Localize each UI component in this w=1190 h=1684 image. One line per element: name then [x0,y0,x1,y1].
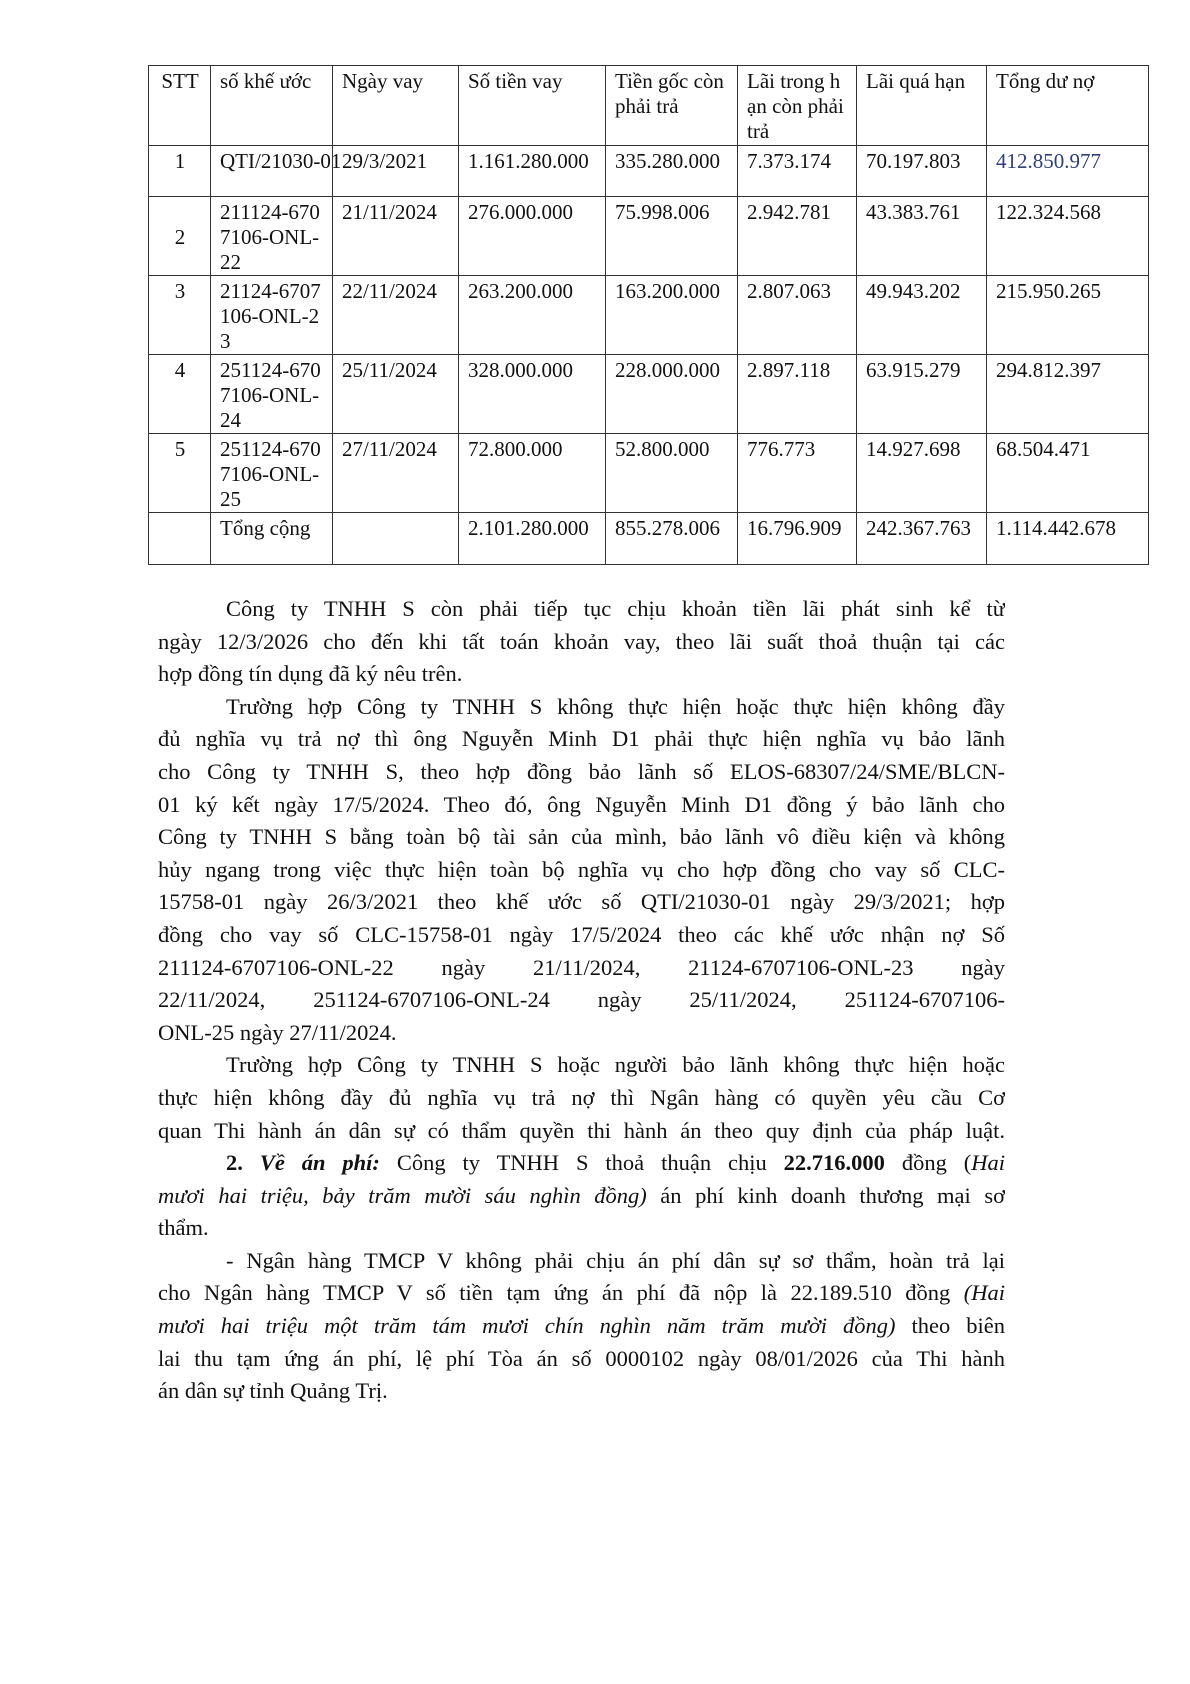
text-segment: thực hiện không đầy đủ nghĩa vụ trả nợ thì Ngân hàng có quyền yêu cầu Cơ [158,1084,1005,1110]
table-header-row [149,66,1149,146]
table-cell: QTI/21030-01 [211,146,333,197]
table-cell: 70.197.803 [857,146,987,197]
table-row [149,434,1149,513]
text-segment: Công ty TNHH S còn phải tiếp tục chịu khoản tiền lãi phát sinh kể từ [226,596,1005,621]
table-cell: 75.998.006 [606,197,738,276]
table-cell: 4 [149,355,211,434]
text-segment: lai thu tạm ứng án phí, lệ phí Tòa án số 0000102 ngày 08/01/2026 của Thi hành [158,1345,1005,1371]
text-line [158,984,1005,1017]
table-cell: 43.383.761 [857,197,987,276]
table-cell [333,513,459,565]
loan-table [148,65,1149,565]
table-cell: 211124-6707106-ONL-22 [211,197,333,276]
table-cell: 3 [149,276,211,355]
text-segment: ngày 12/3/2026 cho đến khi tất toán khoản vay, theo lãi suất thoả thuận tại các [158,628,1005,654]
text-segment: 22/11/2024, 251124-6707106-ONL-24 ngày 25/11/2024, 251124-6707106- [158,987,1005,1013]
table-cell: 49.943.202 [857,276,987,355]
table-row [149,197,1149,276]
table-cell: 215.950.265 [987,276,1149,355]
emphasized-text: Hai [971,1150,1005,1176]
text-segment: - Ngân hàng TMCP V không phải chịu án phí dân sự sơ thẩm, hoàn trả lại [226,1247,1005,1273]
text-segment: Công ty TNHH S thoả thuận chịu [379,1150,784,1176]
table-cell: 776.773 [738,434,857,513]
table-cell: 72.800.000 [459,434,606,513]
text-line [158,919,1005,952]
column-header: Số tiền vay [459,66,606,146]
text-segment: Trường hợp Công ty TNHH S hoặc người bảo lãnh không thực hiện hoặc [226,1052,1005,1078]
table-cell: 21124-6707106-ONL-23 [211,276,333,355]
text-line [158,789,1005,822]
text-line [158,952,1005,985]
text-segment: hợp đồng tín dụng đã ký nêu trên. [158,661,463,687]
text-segment: đồng cho vay số CLC-15758-01 ngày 17/5/2024 theo các khế ước nhận nợ Số [158,921,1005,947]
text-line [158,1082,1005,1115]
table-row [149,355,1149,434]
table-cell: 412.850.977 [987,146,1149,197]
table-cell: 263.200.000 [459,276,606,355]
text-line [158,1049,1005,1082]
text-segment: cho Ngân hàng TMCP V số tiền tạm ứng án phí đã nộp là 22.189.510 đồng [158,1280,964,1306]
column-header: số khế ước [211,66,333,146]
emphasized-text: mươi hai triệu, bảy trăm mười sáu nghìn đồng) [158,1182,647,1208]
table-cell: 251124-6707106-ONL-24 [211,355,333,434]
table-cell: 5 [149,434,211,513]
text-line [158,854,1005,887]
table-cell: 63.915.279 [857,355,987,434]
table-cell: 2.897.118 [738,355,857,434]
text-segment: thẩm. [158,1215,209,1241]
emphasized-text: 2. [226,1150,260,1176]
table-cell: 1 [149,146,211,197]
table-cell: 1.161.280.000 [459,146,606,197]
table-cell: 251124-6707106-ONL-25 [211,434,333,513]
text-line [158,1180,1005,1213]
table-row [149,146,1149,197]
table-cell: 2 [149,197,211,276]
text-line [158,1375,1005,1408]
emphasized-text: Về án phí: [259,1150,380,1176]
text-line [158,593,1005,626]
text-line [158,1343,1005,1376]
text-segment: án phí kinh doanh thương mại sơ [646,1182,1005,1208]
text-segment: đủ nghĩa vụ trả nợ thì ông Nguyễn Minh D1 phải thực hiện nghĩa vụ bảo lãnh [158,726,1005,752]
table-cell: 276.000.000 [459,197,606,276]
table-cell: 22/11/2024 [333,276,459,355]
table-cell: 294.812.397 [987,355,1149,434]
text-line [158,723,1005,756]
text-segment: hủy ngang trong việc thực hiện toàn bộ nghĩa vụ cho hợp đồng cho vay số CLC- [158,856,1005,882]
emphasized-text: mươi hai triệu một trăm tám mươi chín nghìn năm trăm mười đồng) [158,1313,896,1339]
table-cell: 228.000.000 [606,355,738,434]
emphasized-text: 22.716.000 [783,1150,885,1176]
table-cell: 25/11/2024 [333,355,459,434]
column-header: Lãi trong hạn còn phải trả [738,66,857,146]
table-cell: 2.942.781 [738,197,857,276]
text-segment: Công ty TNHH S bằng toàn bộ tài sản của mình, bảo lãnh vô điều kiện và không [158,824,1005,850]
table-cell: 122.324.568 [987,197,1149,276]
table-cell: 27/11/2024 [333,434,459,513]
document-body [158,593,1005,1408]
text-segment: Trường hợp Công ty TNHH S không thực hiện hoặc thực hiện không đầy [226,693,1005,719]
table-cell: 335.280.000 [606,146,738,197]
table-cell: Tổng cộng [211,513,333,565]
table-cell: 2.807.063 [738,276,857,355]
text-line [158,1212,1005,1245]
text-line [158,691,1005,724]
text-line [158,1277,1005,1310]
text-segment: quan Thi hành án dân sự có thẩm quyền thi hành án theo quy định của pháp luật. [158,1117,1005,1143]
column-header: Tiền gốc còn phải trả [606,66,738,146]
text-segment: án dân sự tỉnh Quảng Trị. [158,1378,388,1404]
total-row [149,513,1149,565]
table-cell: 855.278.006 [606,513,738,565]
text-segment: theo biên [895,1313,1005,1339]
text-segment: 15758-01 ngày 26/3/2021 theo khế ước số QTI/21030-01 ngày 29/3/2021; hợp [158,889,1005,915]
table-cell: 52.800.000 [606,434,738,513]
text-line [158,1310,1005,1343]
text-line [158,1017,1005,1050]
table-cell: 163.200.000 [606,276,738,355]
loan-table-container [148,65,1190,565]
text-line [158,756,1005,789]
text-segment: đồng ( [884,1150,972,1176]
table-cell [149,513,211,565]
column-header: Tổng dư nợ [987,66,1149,146]
text-line [158,1245,1005,1278]
text-segment: 01 ký kết ngày 17/5/2024. Theo đó, ông Nguyễn Minh D1 đồng ý bảo lãnh cho [158,791,1005,817]
text-segment: 211124-6707106-ONL-22 ngày 21/11/2024, 21124-6707106-ONL-23 ngày [158,954,1005,980]
text-line [158,821,1005,854]
table-cell: 1.114.442.678 [987,513,1149,565]
text-line [158,658,1005,691]
text-segment: cho Công ty TNHH S, theo hợp đồng bảo lãnh số ELOS-68307/24/SME/BLCN- [158,758,1005,784]
emphasized-text: (Hai [963,1280,1005,1306]
table-cell: 21/11/2024 [333,197,459,276]
table-row [149,276,1149,355]
table-cell: 14.927.698 [857,434,987,513]
table-cell: 29/3/2021 [333,146,459,197]
column-header: Ngày vay [333,66,459,146]
text-line [158,1147,1005,1180]
column-header: STT [149,66,211,146]
table-cell: 7.373.174 [738,146,857,197]
text-line [158,1115,1005,1148]
text-line [158,886,1005,919]
column-header: Lãi quá hạn [857,66,987,146]
table-cell: 68.504.471 [987,434,1149,513]
text-segment: ONL-25 ngày 27/11/2024. [158,1019,397,1045]
table-cell: 2.101.280.000 [459,513,606,565]
table-cell: 16.796.909 [738,513,857,565]
table-cell: 242.367.763 [857,513,987,565]
text-line [158,626,1005,659]
table-cell: 328.000.000 [459,355,606,434]
